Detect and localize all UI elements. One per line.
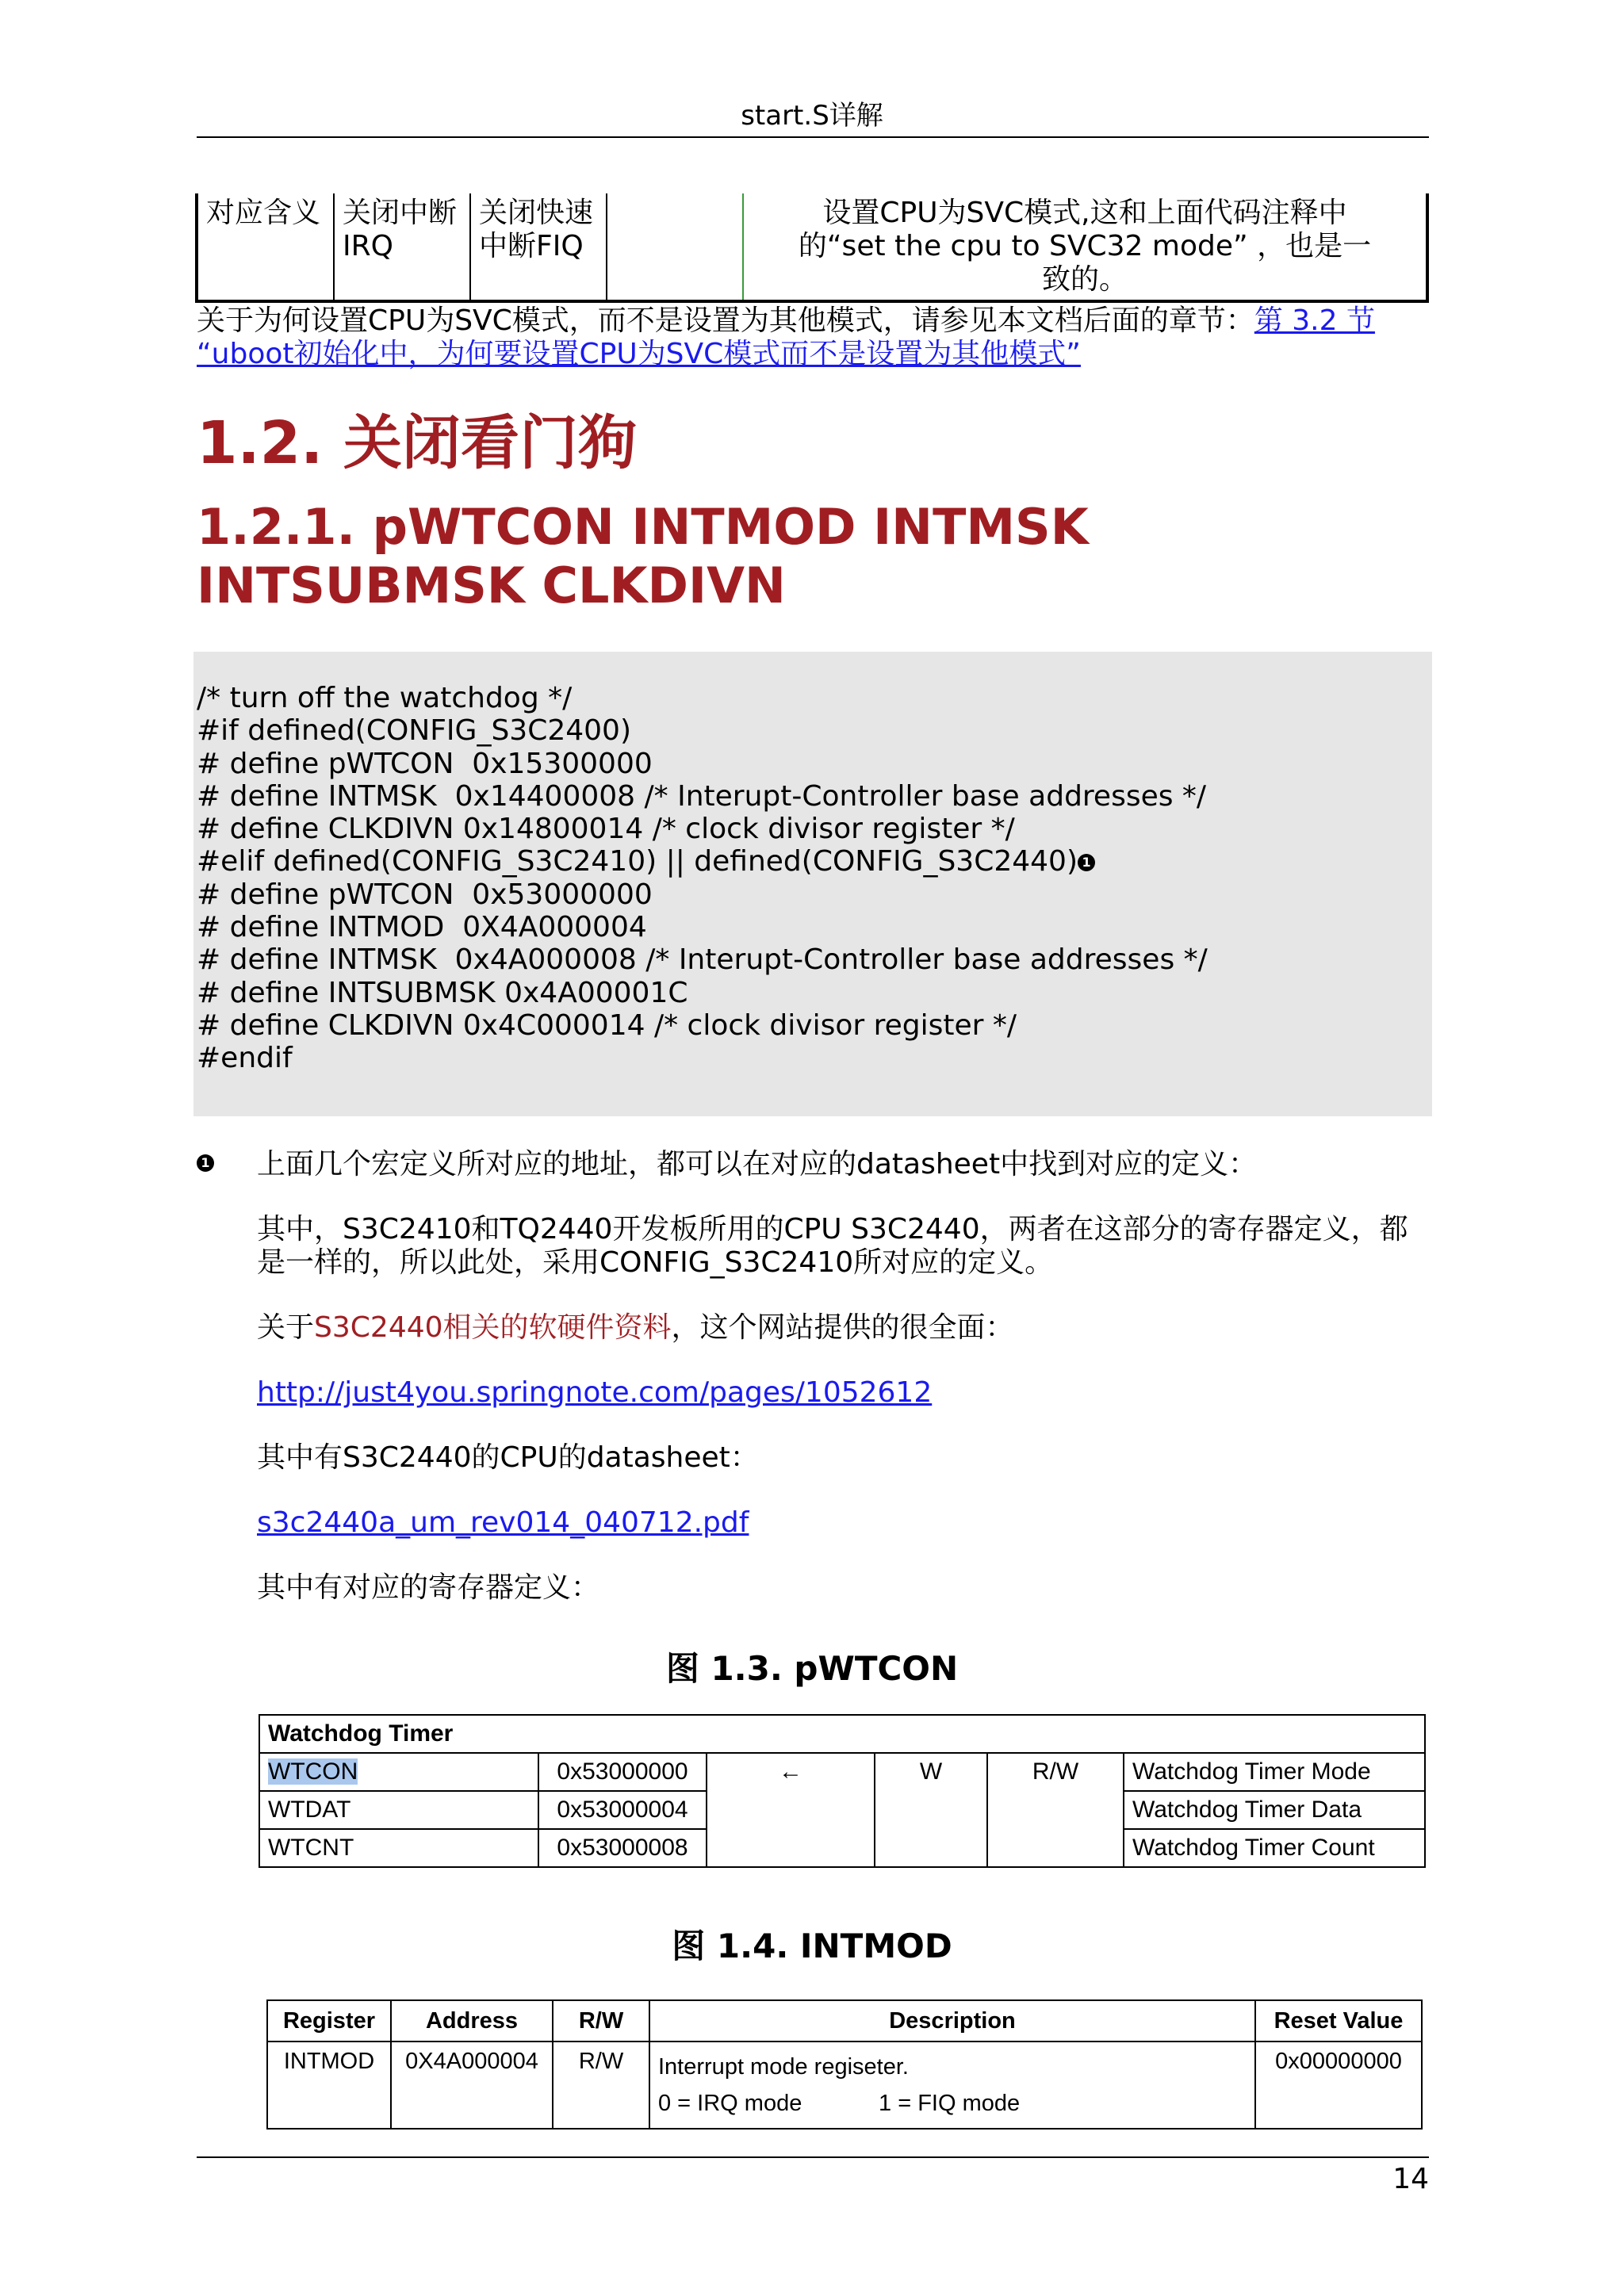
callout-1-bullet-icon: 1 — [197, 1154, 214, 1172]
note-paragraph-3 — [257, 1311, 1431, 1345]
description-line: Interrupt mode regiseter. — [658, 2054, 909, 2080]
reset-value-cell: 0x00000000 — [1255, 2042, 1422, 2129]
column-header: Reset Value — [1255, 2000, 1422, 2042]
column-header: Description — [649, 2000, 1255, 2042]
description-cell: Watchdog Timer Count — [1124, 1829, 1425, 1867]
code-block — [197, 682, 1208, 1075]
note-paragraph-1: 上面几个宏定义所对应的地址，都可以在对应的datasheet中找到对应的定义： — [257, 1148, 1258, 1181]
rw-cell: R/W — [987, 1753, 1124, 1867]
code-line: # define CLKDIVN 0x14800014 /* clock divisor register */ — [197, 813, 1015, 846]
note-text: 关于 — [257, 1311, 315, 1344]
code-line: # define INTMSK 0x14400008 /* Interupt-Controller base addresses */ — [197, 779, 1207, 813]
table-header-row — [267, 2000, 1422, 2042]
description-line: 0 = IRQ mode 1 = FIQ mode — [658, 2091, 1021, 2116]
code-line: # define INTSUBMSK 0x4A00001C — [197, 976, 688, 1009]
watchdog-register-table — [259, 1714, 1426, 1868]
figure-1-3-caption: 图 1.3. pWTCON — [665, 1649, 959, 1688]
s3c2440-resources-link[interactable]: S3C2440相关的软硬件资料 — [314, 1311, 672, 1344]
pdf-paragraph — [257, 1506, 1431, 1540]
code-line: # define INTMSK 0x4A000008 /* Interupt-Controller base addresses */ — [197, 943, 1208, 977]
register-name-cell: WTCNT — [259, 1829, 538, 1867]
register-cell: INTMOD — [267, 2042, 391, 2129]
note-paragraph-4: 其中有S3C2440的CPU的datasheet： — [257, 1441, 759, 1474]
code-line: #endif — [197, 1042, 293, 1075]
address-cell: 0x53000004 — [538, 1791, 707, 1829]
code-line: # define pWTCON 0x53000000 — [197, 878, 653, 911]
datasheet-pdf-link[interactable]: s3c2440a_um_rev014_040712.pdf — [257, 1506, 749, 1539]
column-header: Register — [267, 2000, 391, 2042]
mode-table — [195, 193, 1429, 303]
intro-paragraph — [197, 304, 1431, 371]
intmod-register-table — [266, 1999, 1423, 2130]
code-line: # define INTMOD 0X4A000004 — [197, 911, 647, 944]
description-cell: Watchdog Timer Mode — [1124, 1753, 1425, 1791]
watchdog-group-title: Watchdog Timer — [259, 1715, 1425, 1753]
running-header: start.S详解 — [741, 100, 883, 132]
url-paragraph — [257, 1376, 1431, 1410]
column-header: R/W — [553, 2000, 649, 2042]
mode-cell-irq: 关闭中断 IRQ — [334, 193, 470, 301]
section-heading: 1.2. 关闭看门狗 — [197, 409, 637, 477]
callout-1-icon: 1 — [1078, 854, 1095, 871]
address-cell: 0X4A000004 — [391, 2042, 553, 2129]
width-cell: W — [875, 1753, 987, 1867]
register-name-cell: WTDAT — [259, 1791, 538, 1829]
mode-cell-svc: 设置CPU为SVC模式,这和上面代码注释中的“set the cpu to SVC32 mode” ，也是一致的。 — [743, 193, 1427, 301]
figure-1-4-caption: 图 1.4. INTMOD — [672, 1927, 952, 1965]
note-text: ，这个网站提供的很全面： — [671, 1311, 1014, 1344]
section-3-2-link[interactable]: 第 3.2 节 “uboot初始化中，为何要设置CPU为SVC模式而不是设置为其他模式” — [197, 304, 1375, 370]
springnote-url-link[interactable]: http://just4you.springnote.com/pages/1052612 — [257, 1376, 933, 1409]
subsection-heading: 1.2.1. pWTCON INTMOD INTMSK INTSUBMSK CLKDIVN — [197, 498, 1089, 614]
column-header: Address — [391, 2000, 553, 2042]
table-row — [259, 1753, 1425, 1791]
intro-text: 关于为何设置CPU为SVC模式，而不是设置为其他模式，请参见本文档后面的章节： — [197, 304, 1254, 337]
arrow-cell: ← — [707, 1753, 875, 1867]
code-line: # define pWTCON 0x15300000 — [197, 747, 653, 780]
header-rule — [197, 136, 1429, 138]
table-row — [267, 2042, 1422, 2129]
address-cell: 0x53000008 — [538, 1829, 707, 1867]
register-name-highlight: WTCON — [268, 1758, 358, 1785]
code-line: #if defined(CONFIG_S3C2400) — [197, 714, 631, 748]
mode-cell-empty — [607, 193, 743, 301]
description-cell — [649, 2042, 1255, 2129]
mode-cell-meaning: 对应含义 — [197, 193, 334, 301]
mode-cell-fiq: 关闭快速 中断FIQ — [470, 193, 607, 301]
code-line: #elif defined(CONFIG_S3C2410) || defined(CONFIG_S3C2440) — [197, 845, 1078, 878]
code-line-with-callout — [197, 845, 1208, 878]
address-cell: 0x53000000 — [538, 1753, 707, 1791]
footer-rule — [197, 2156, 1429, 2158]
register-name-cell — [259, 1753, 538, 1791]
description-cell: Watchdog Timer Data — [1124, 1791, 1425, 1829]
code-line: # define CLKDIVN 0x4C000014 /* clock divisor register */ — [197, 1008, 1017, 1042]
code-line: /* turn off the watchdog */ — [197, 682, 573, 714]
note-paragraph-5: 其中有对应的寄存器定义： — [257, 1571, 600, 1604]
note-paragraph-2: 其中，S3C2410和TQ2440开发板所用的CPU S3C2440，两者在这部分的寄存器定义，都是一样的，所以此处，采用CONFIG_S3C2410所对应的定义。 — [257, 1213, 1408, 1279]
rw-cell: R/W — [553, 2042, 649, 2129]
page-number: 14 — [1392, 2163, 1429, 2195]
